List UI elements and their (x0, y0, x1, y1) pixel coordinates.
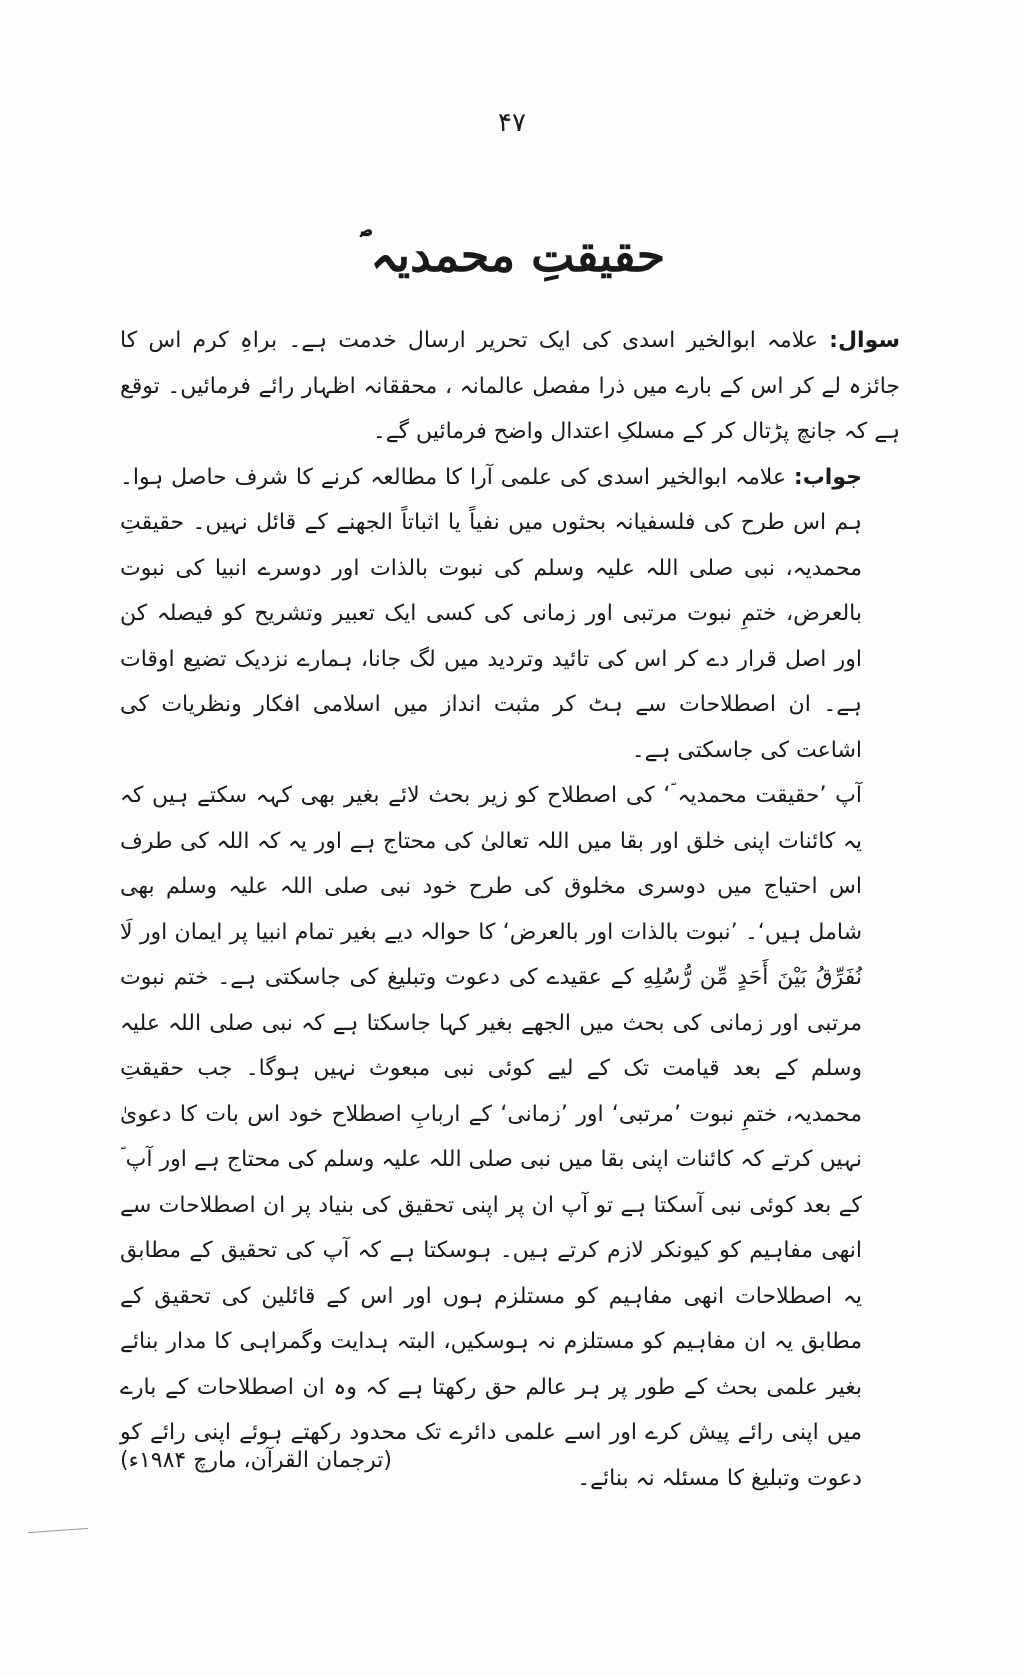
source-citation: (ترجمان القرآن، مارچ ۱۹۸۴ء) (120, 1448, 392, 1473)
page-title: حقیقتِ محمدیہ ؐ (358, 228, 666, 282)
question-label: سوال: (829, 328, 900, 353)
question-text: علامہ ابوالخیر اسدی کی ایک تحریر ارسال خدمت ہے۔ براہِ کرم اس کا جائزہ لے کر اس کے بارے میں ذرا مفصل عالمانہ ، محققانہ اظہار رائے فرمائیں۔ توقع ہے کہ جانچ پڑتال کر کے مسلکِ اعتدال واضح فرمائیں گے۔ (120, 328, 900, 444)
page-number: ۴۷ (498, 108, 526, 138)
answer-label: جواب: (793, 464, 862, 490)
scan-mark (28, 1528, 88, 1533)
answer-text: علامہ ابوالخیر اسدی کی علمی آرا کا مطالعہ کرنے کا شرف حاصل ہوا۔ ہم اس طرح کی فلسفیانہ بحثوں میں نفیاً یا اثباتاً الجھنے کے قائل نہیں۔ حقیقتِ محمدیہ، نبی صلی اللہ علیہ وسلم کی نبوت بالذات اور دوسرے انبیا کی نبوت بالعرض، ختمِ نبوت مرتبی اور زمانی کی کسی ایک تعبیر وتشریح کو فیصلہ کن اور اصل قرار دے کر اس کی تائید وتردید میں لگ جانا، ہمارے نزدیک تضیع اوقات ہے۔ ان اصطلاحات سے ہٹ کر مثبت انداز میں اسلامی افکار ونظریات کی اشاعت کی جاسکتی ہے۔ (120, 464, 862, 763)
answer-paragraph (120, 455, 900, 774)
body-paragraph: آپ ’حقیقت محمدیہ ؐ‘ کی اصطلاح کو زیر بحث لائے بغیر بھی کہہ سکتے ہیں کہ یہ کائنات اپنی خلق اور بقا میں اللہ تعالیٰ کی محتاج ہے اور یہ کہ اللہ کی طرف اس احتیاج میں دوسری مخلوق کی طرح خود نبی صلی اللہ علیہ وسلم بھی شامل ہیں‘۔ ’نبوت بالذات اور بالعرض‘ کا حوالہ دیے بغیر تمام انبیا پر ایمان اور لَا نُفَرِّقُ بَيْنَ أَحَدٍ مِّن رُّسُلِهِ کے عقیدے کی دعوت وتبلیغ کی جاسکتی ہے۔ ختم نبوت مرتبی اور زمانی کی بحث میں الجھے بغیر کہا جاسکتا ہے کہ نبی صلی اللہ علیہ وسلم کے بعد قیامت تک کے لیے کوئی نبی مبعوث نہیں ہوگا۔ جب حقیقتِ محمدیہ، ختمِ نبوت ’مرتبی‘ اور ’زمانی‘ کے اربابِ اصطلاح خود اس بات کا دعویٰ نہیں کرتے کہ کائنات اپنی بقا میں نبی صلی اللہ علیہ وسلم کی محتاج ہے اور آپ ؐ کے بعد کوئی نبی آسکتا ہے تو آپ ان پر اپنی تحقیق کی بنیاد پر ان اصطلاحات سے انھی مفاہیم کو کیونکر لازم کرتے ہیں۔ ہوسکتا ہے کہ آپ کی تحقیق کے مطابق یہ اصطلاحات انھی مفاہیم کو مستلزم ہوں اور اس کے قائلین کی تحقیق کے مطابق یہ ان مفاہیم کو مستلزم نہ ہوسکیں، البتہ ہدایت وگمراہی کا مدار بنائے بغیر علمی بحث کے طور پر ہر عالم حق رکھتا ہے کہ وہ ان اصطلاحات کے بارے میں اپنی رائے پیش کرے اور اسے علمی دائرے تک محدود رکھتے ہوئے اپنی رائے کو دعوت وتبلیغ کا مسئلہ نہ بنائے۔ (120, 783, 862, 1491)
article-body (120, 318, 900, 1501)
question-paragraph (120, 318, 900, 455)
